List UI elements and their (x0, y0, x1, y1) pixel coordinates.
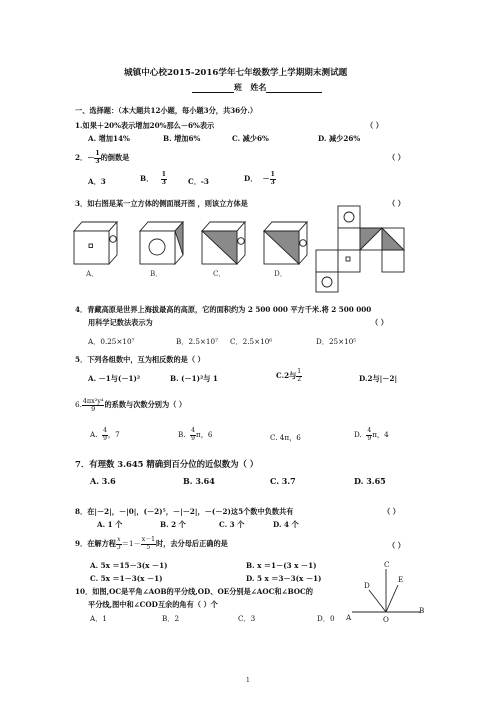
page-number: 1 (246, 677, 250, 684)
section-heading: 一、选择题：（本大题共12小题，每小题3分，共36分.） (75, 106, 258, 115)
q1-option-d: D. 减少26% (318, 134, 361, 143)
q7-option-b: B. 3.64 (183, 476, 215, 486)
q4-stem-2: 用科学记数法表示为 (88, 318, 153, 327)
q1-option-a: A. 增加14% (88, 134, 130, 143)
q3-label-a: A． (86, 269, 99, 278)
q4-bracket: （ ） (371, 318, 388, 327)
q7-option-a: A. 3.6 (90, 476, 116, 486)
class-label: 班 (234, 82, 242, 92)
q3-bracket: （ ） (388, 199, 405, 208)
q10-option-b: B．2 (162, 614, 180, 623)
q2-option-a: A．3 (88, 177, 106, 186)
q5-option-a: A. －1与(－1)² (88, 374, 141, 383)
q10-stem-2: 平分线,图中和∠COD互余的角有（ ）个 (88, 600, 218, 609)
q4-stem: 4．青藏高原是世界上海拔最高的高原，它的面积约为 2 500 000 平方千米.将 2 500 000 (75, 305, 372, 314)
ray-od (369, 590, 386, 612)
q9-option-d: D. 5 x ＝3－3(x －1) (246, 574, 322, 583)
q6-option-c: C. 4π，6 (270, 433, 301, 442)
q2-num: 2． (75, 153, 88, 162)
q9-option-a: A. 5x ＝15－3(x －1) (90, 561, 168, 570)
q3-label-d: D． (274, 269, 287, 278)
q7-option-c: C. 3.7 (270, 476, 296, 486)
q9-option-b: B. x ＝1－(3 x －1) (246, 561, 317, 570)
q7-option-d: D. 3.65 (354, 476, 386, 486)
q10-stem: 10．如图,OC是平角∠AOB的平分线,OD、OE分别是∠AOC和∠BOC的 (75, 587, 313, 596)
q2-option-c: C．-3 (188, 177, 209, 186)
q4-option-a: A．0.25×10⁷ (88, 337, 135, 346)
q6-option-a: A. $\frac{4}{9}$ ，7 (90, 427, 120, 442)
q7-stem: 7．有理数 3.645 精确到百分位的近似数为（ ） (75, 459, 259, 469)
q4-option-c: C．2.5×10⁶ (230, 337, 273, 346)
q5-option-c: C.2与 $\frac{1}{2}$ (276, 368, 302, 383)
q2-option-d: D． － $\frac{1}{3}$ (244, 171, 275, 186)
fig-label-a: A (346, 613, 352, 622)
fig-label-e: E (398, 575, 404, 584)
q5-option-b: B. (－1)²与 1 (170, 374, 218, 383)
page-title: 城镇中心校2015-2016学年七年级数学上学期期末测试题 (124, 68, 348, 78)
fig-label-o: O (383, 615, 389, 624)
q9-bracket: （ ） (388, 541, 405, 550)
q2-minus: － (87, 153, 95, 162)
q6-option-b: B. $\frac{4}{9}$ π，6 (178, 427, 213, 442)
fig-label-b: B (419, 606, 425, 615)
fig-label-c: C (384, 560, 390, 569)
q3-label-b: B． (150, 269, 163, 278)
q3-stem: 3．如右图是某一立方体的侧面展开图 ，则该立方体是 (75, 199, 248, 208)
q2-stem: 的倒数是 (100, 153, 130, 162)
q4-option-d: D．25×10⁵ (316, 337, 357, 346)
q1-option-b: B. 增加6% (163, 134, 201, 143)
q9-option-c: C. 5x ＝1－3(x －1) (90, 574, 163, 583)
q9-stem-line: 9．在解方程 $\frac{x}{3}$ ＝1－ $\frac{x-1}{5}$ 时，去分母后正确的是 (75, 536, 228, 551)
ray-oe (386, 585, 398, 612)
q2-option-b: B． $\frac{1}{3}$ (140, 171, 166, 186)
q1-stem: 1.如果＋20%表示增加20%那么－6%表示 (75, 121, 215, 130)
q3-label-c: C． (213, 269, 226, 278)
q2-fraction: $\frac{1}{3}$ (95, 150, 100, 165)
q2-bracket: （ ） (388, 153, 405, 162)
q6-option-d: D. $\frac{4}{9}$ π，4 (354, 427, 389, 442)
q8-option-a: A. 1 个 (97, 520, 123, 529)
q10-option-d: D．0 (317, 614, 335, 623)
q5-stem: 5．下列各组数中，互为相反数的是（ ） (75, 355, 205, 364)
name-label: 姓名 (250, 82, 267, 92)
q8-bracket: （ ） (383, 507, 400, 516)
q8-option-c: C. 3 个 (219, 520, 245, 529)
q1-option-c: C. 减少6% (232, 134, 269, 143)
q10-option-c: C．3 (238, 614, 256, 623)
q5-option-d: D.2与|－2| (359, 374, 398, 383)
q8-option-b: B. 2 个 (160, 520, 186, 529)
q8-option-d: D. 4 个 (273, 520, 299, 529)
q10-option-a: A．1 (90, 614, 107, 623)
q4-option-b: B．2.5×10⁷ (176, 337, 218, 346)
q8-stem: 8．在|－2|，－|0|，(－2)⁵，－|－2|，－(－2)这5个数中负数共有 (75, 507, 294, 516)
q6-stem-line: 6. $\frac{\text{4πx²y⁴}}{9}$ 的系数与次数分别为（ ） (75, 397, 187, 413)
q1-bracket: （ ） (366, 121, 383, 130)
fig-label-d: D (364, 581, 370, 590)
